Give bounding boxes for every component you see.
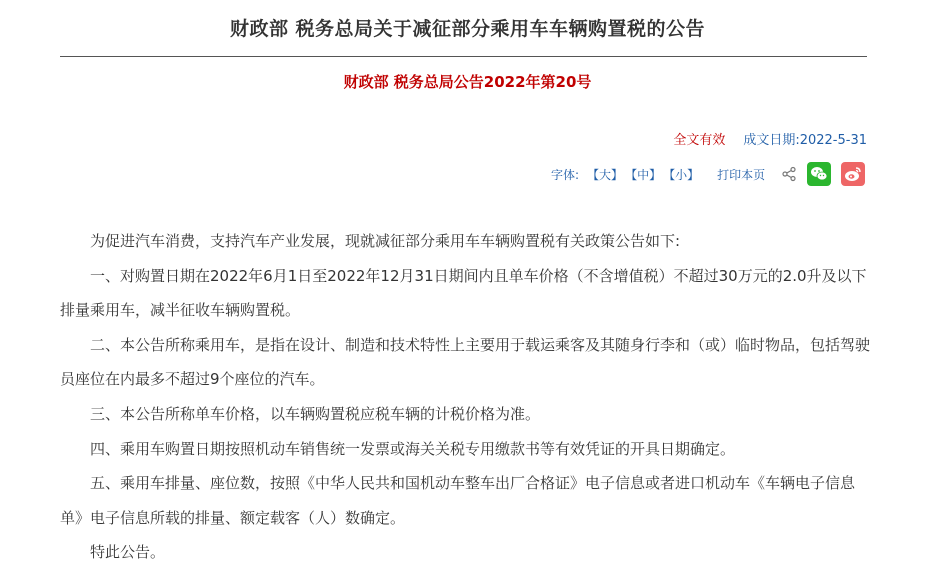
paragraph-intro: 为促进汽车消费，支持汽车产业发展，现就减征部分乘用车车辆购置税有关政策公告如下: [90,232,681,250]
paragraph-closing: 特此公告。 [90,543,166,562]
font-size-small-link[interactable]: 【小】 [663,167,700,182]
font-size-label: 字体: [551,167,580,182]
weibo-icon[interactable] [841,162,865,186]
paragraph-item-3: 三、本公告所称单车价格，以车辆购置税应税车辆的计税价格为准。 [90,404,541,423]
meta-row [673,129,867,148]
font-size-medium-link[interactable]: 【中】 [625,167,662,182]
document-number: 财政部 税务总局公告2022年第20号 [343,73,592,91]
paragraph-item-2: 二、本公告所称乘用车，是指在设计、制造和技术特性上主要用于载运乘客及其随身行李和（或）临时物品，包括驾驶员座位在内最多不超过9个座位的汽车。 [60,335,871,389]
font-size-large-link[interactable]: 【大】 [587,167,624,182]
wechat-icon[interactable] [807,162,831,186]
paragraph-item-4: 四、乘用车购置日期按照机动车销售统一发票或海关关税专用缴款书等有效凭证的开具日期确定。 [90,439,736,458]
announcement-body [60,224,870,570]
print-link[interactable]: 打印本页 [717,167,766,182]
date-label: 成文日期: [743,133,800,148]
page-title: 财政部 税务总局关于减征部分乘用车车辆购置税的公告 [229,18,706,40]
share-icon[interactable] [781,166,797,182]
validity-status: 全文有效 [673,133,726,148]
date-value: 2022-5-31 [799,133,867,148]
title-divider [60,56,867,57]
toolbar [551,160,865,188]
paragraph-item-5: 五、乘用车排量、座位数，按照《中华人民共和国机动车整车出厂合格证》电子信息或者进口机动车《车辆电子信息单》电子信息所载的排量、额定载客（人）数确定。 [60,474,856,527]
paragraph-item-1: 一、对购置日期在2022年6月1日至2022年12月31日期间内且单车价格（不含增值税）不超过30万元的2.0升及以下排量乘用车，减半征收车辆购置税。 [60,266,867,320]
